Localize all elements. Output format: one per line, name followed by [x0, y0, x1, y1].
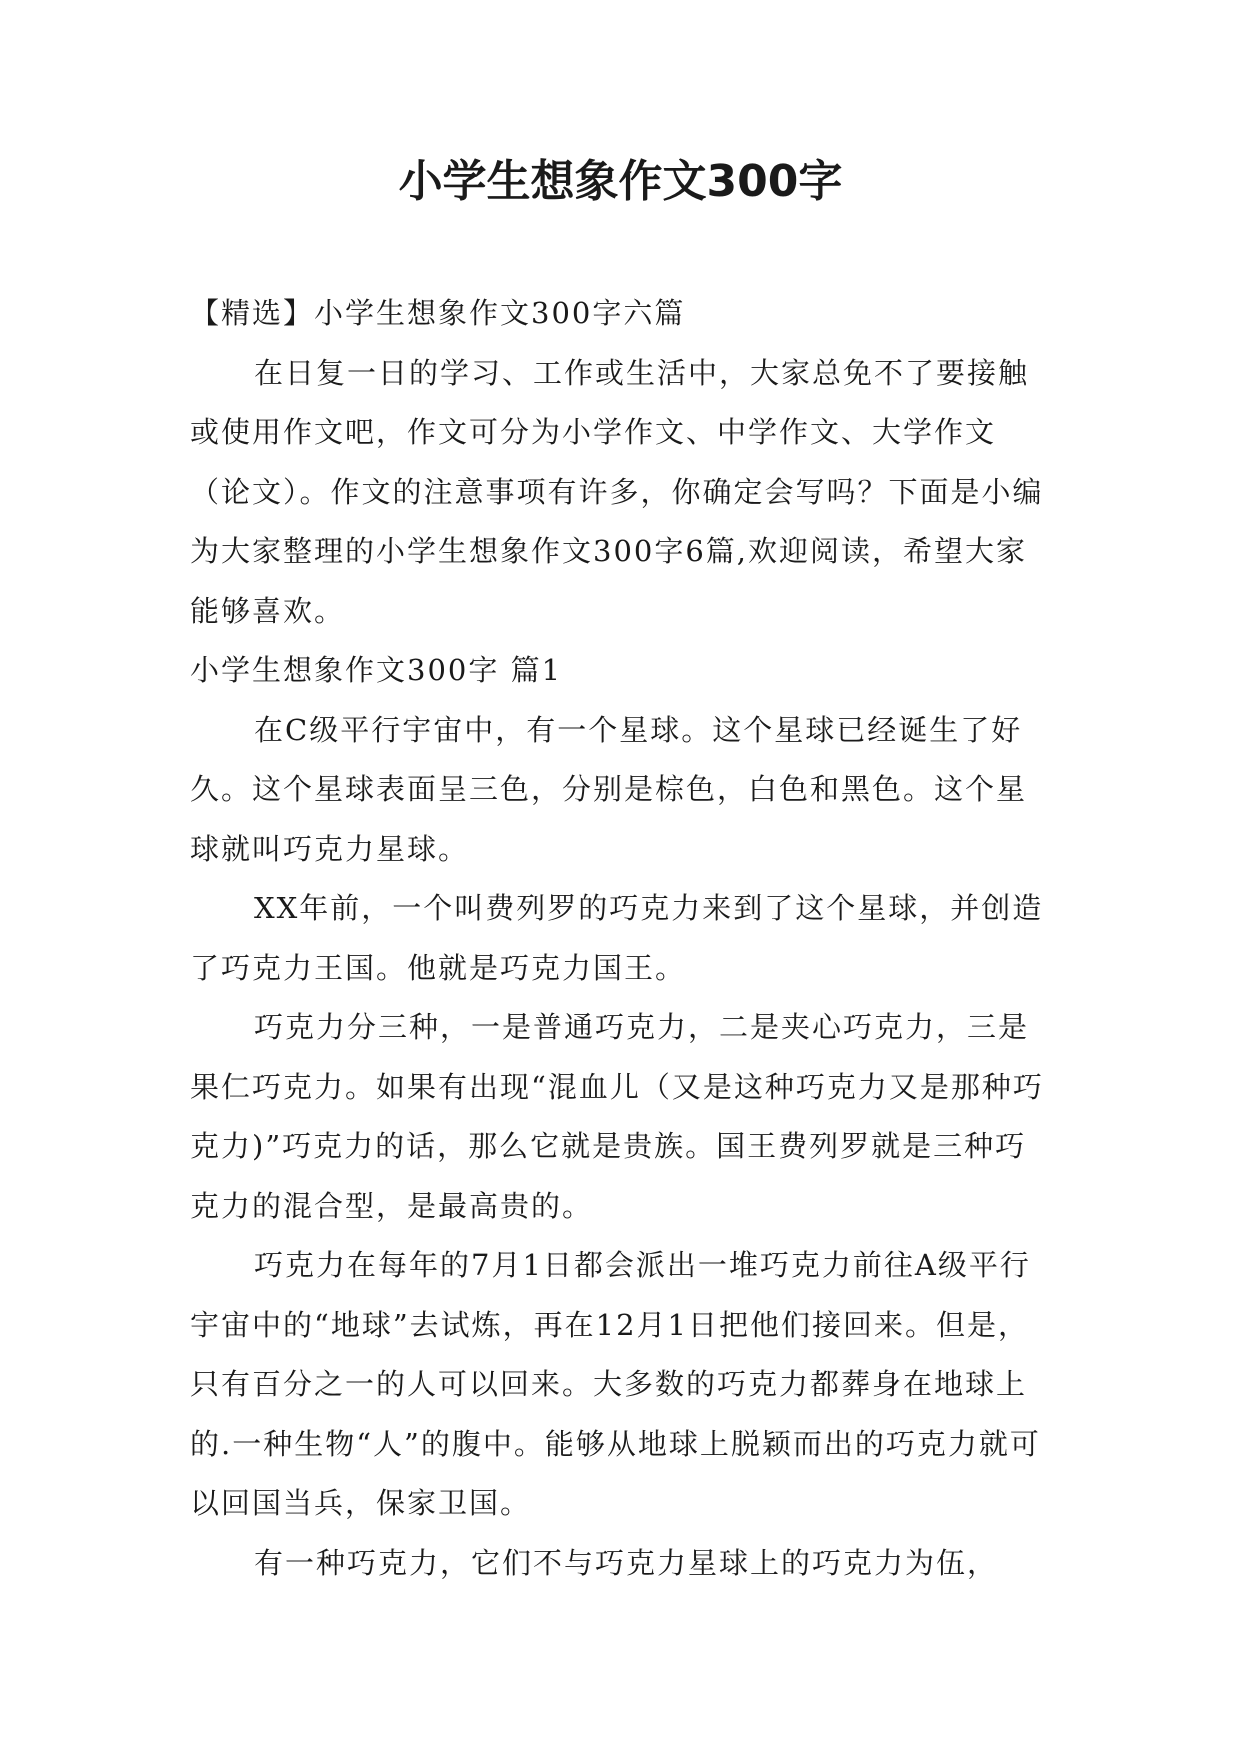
body-paragraph: 巧克力分三种，一是普通巧克力，二是夹心巧克力，三是果仁巧克力。如果有出现“混血儿（又是这种巧克力又是那种巧克力)”巧克力的话，那么它就是贵族。国王费列罗就是三种巧克力的混合型，是最高贵的。: [190, 1010, 1044, 1223]
intro-paragraph: 在日复一日的学习、工作或生活中，大家总免不了要接触或使用作文吧，作文可分为小学作文、中学作文、大学作文（论文）。作文的注意事项有许多，你确定会写吗？下面是小编为大家整理的小学生想象作文300字6篇,欢迎阅读，希望大家能够喜欢。: [190, 355, 1044, 628]
body-paragraph: 有一种巧克力，它们不与巧克力星球上的巧克力为伍，: [254, 1545, 999, 1580]
essay-heading: 小学生想象作文300字 篇1: [190, 653, 563, 687]
body-paragraph: 在C级平行宇宙中，有一个星球。这个星球已经诞生了好久。这个星球表面呈三色，分别是棕色，白色和黑色。这个星球就叫巧克力星球。: [190, 712, 1028, 866]
document-title: 小学生想象作文300字: [398, 156, 843, 207]
document-body: [190, 284, 1056, 1593]
body-paragraph: 巧克力在每年的7月1日都会派出一堆巧克力前往A级平行宇宙中的“地球”去试炼，再在12月1日把他们接回来。但是，只有百分之一的人可以回来。大多数的巧克力都葬身在地球上的.一种生物“人”的腹中。能够从地球上脱颖而出的巧克力就可以回国当兵，保家卫国。: [190, 1248, 1041, 1520]
collection-heading: 【精选】小学生想象作文300字六篇: [190, 296, 686, 330]
body-paragraph: XX年前，一个叫费列罗的巧克力来到了这个星球，并创造了巧克力王国。他就是巧克力国王。: [190, 891, 1044, 985]
